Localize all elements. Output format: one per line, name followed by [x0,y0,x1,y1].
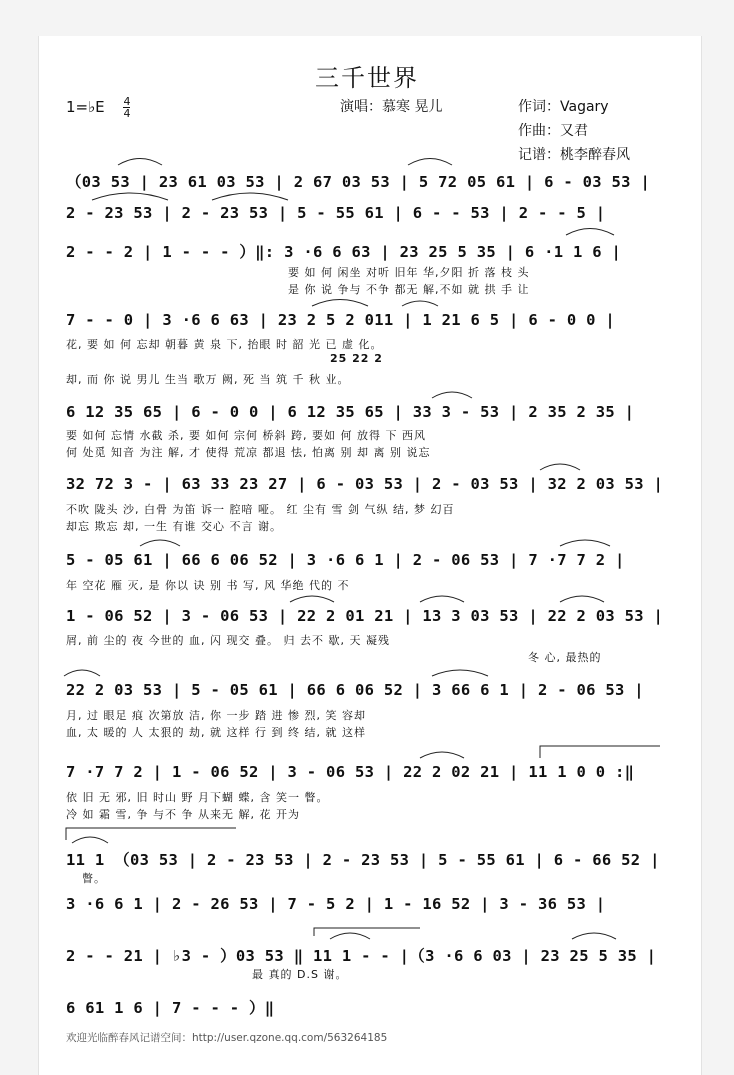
slur-mark [64,670,100,676]
notation-line-10: 7 ·7 7 2 | 1 - 06 52 | 3 - 06 53 | 22 2 02 21 | 11 1 0 0 :‖ [66,763,635,781]
lyric-line-4-alt-notes: 25 22 2 [330,352,383,365]
time-signature-bottom: 4 [123,107,131,120]
lyric-line-4a: 花, 要 如 何 忘却 朝暮 黄 泉 下, 抬眼 时 韶 光 已 虚 化。 [66,338,383,351]
footer-credit: 欢迎光临醉春风记谱空间：http://user.qzone.qq.com/563264185 [66,1032,388,1044]
transcriber-credit: 记谱：桃李醉春风 [518,147,630,163]
notation-line-13: 2 - - 21 | ♭3 - ）03 53 ‖ 11 1 - - |（3 ·6 6 03 | 23 25 5 35 | [66,947,657,965]
notation-line-6: 32 72 3 - | 63 33 23 27 | 6 - 03 53 | 2 - 03 53 | 32 2 03 53 | [66,475,664,493]
key-label: 1=♭E [66,98,105,116]
lyric-line-3b: 是 你 说 争与 不争 都无 解,不如 就 拱 手 让 [288,283,530,296]
slur-mark [560,596,604,602]
slur-mark [92,193,168,200]
slur-mark [560,540,610,546]
score-title: 三千世界 [315,64,419,92]
notation-line-14: 6 61 1 6 | 7 - - - ）‖ [66,999,275,1017]
lyricist-credit: 作词：Vagary [518,99,609,115]
slur-mark [118,159,162,166]
lyric-line-3a: 要 如 何 闲坐 对听 旧年 华,夕阳 折 落 枝 头 [288,266,530,279]
lyric-line-8a: 屑, 前 尘的 夜 今世的 血, 闪 现交 叠。 归 去不 歇, 天 凝残 [66,634,390,647]
slur-mark [290,596,334,602]
slur-mark [420,752,464,758]
volta-bracket [540,746,660,758]
slur-mark [408,159,452,166]
slur-mark [420,596,464,602]
lyric-line-5b: 何 处觅 知音 为注 解, 才 使得 荒凉 都退 怯, 怕离 别 却 离 别 说忘 [66,446,431,459]
slur-mark [540,464,580,470]
singer-credit: 演唱：慕寒 晃儿 [340,99,443,115]
time-signature-top: 4 [123,95,131,108]
lyric-line-6a: 不吹 陇头 沙, 白骨 为笛 诉一 腔喑 哑。 红 尘有 雪 剑 气纵 结, 梦 幻百 [66,503,455,516]
lyric-line-10b: 冷 如 霜 雪, 争 与不 争 从来无 解, 花 开为 [66,808,300,821]
lyric-line-13a: 最 真的 D.S 谢。 [252,968,348,981]
lyric-line-11a: 瞥。 [82,872,106,885]
notation-line-12: 3 ·6 6 1 | 2 - 26 53 | 7 - 5 2 | 1 - 16 52 | 3 - 36 53 | [66,895,606,913]
volta-bracket [314,928,420,936]
slur-mark [312,300,368,307]
lyric-line-9b: 血, 太 暖的 人 太狠的 劫, 就 这样 行 到 终 结, 就 这样 [66,726,366,739]
lyric-line-5a: 要 如何 忘情 水截 杀, 要 如何 宗何 桥斜 跨, 要如 何 放得 下 西风 [66,429,426,442]
slur-mark [432,670,488,676]
slur-mark [402,301,438,306]
volta-bracket [66,828,236,840]
slur-mark [572,933,616,939]
composer-credit: 作曲：又君 [518,123,588,139]
slur-mark [140,540,180,546]
slur-mark [212,193,288,200]
lyric-line-6b: 却忘 欺忘 却, 一生 有谁 交心 不言 谢。 [66,520,282,533]
notation-line-8: 1 - 06 52 | 3 - 06 53 | 22 2 01 21 | 13 3 03 53 | 22 2 03 53 | [66,607,664,625]
notation-line-11: 11 1 （03 53 | 2 - 23 53 | 2 - 23 53 | 5 - 55 61 | 6 - 66 52 | [66,851,660,869]
notation-line-7: 5 - 05 61 | 66 6 06 52 | 3 ·6 6 1 | 2 - 06 53 | 7 ·7 7 2 | [66,551,625,569]
slur-mark [566,229,614,236]
notation-line-9: 22 2 03 53 | 5 - 05 61 | 66 6 06 52 | 3 66 6 1 | 2 - 06 53 | [66,681,644,699]
lyric-line-10a: 依 旧 无 邪, 旧 时山 野 月下蝴 蝶, 含 笑一 瞥。 [66,791,329,804]
slur-mark [72,837,108,843]
lyric-line-4b: 却, 而 你 说 男儿 生当 歌万 阙, 死 当 筑 千 秋 业。 [66,373,350,386]
lyric-line-8b: 冬 心, 最热的 [528,651,602,664]
notation-line-2: 2 - 23 53 | 2 - 23 53 | 5 - 55 61 | 6 - - 53 | 2 - - 5 | [66,204,606,222]
notation-line-3: 2 - - 2 | 1 - - - ）‖: 3 ·6 6 63 | 23 25 5 35 | 6 ·1 1 6 | [66,243,622,261]
notation-line-4: 7 - - 0 | 3 ·6 6 63 | 23 2 5 2 011 | 1 21 6 5 | 6 - 0 0 | [66,311,616,329]
notation-line-5: 6 12 35 65 | 6 - 0 0 | 6 12 35 65 | 33 3 - 53 | 2 35 2 35 | [66,403,635,421]
slur-mark [330,933,370,939]
lyric-line-7a: 年 空花 雁 灭, 是 你以 诀 别 书 写, 风 华绝 代的 不 [66,579,350,592]
notation-line-1: （03 53 | 23 61 03 53 | 2 67 03 53 | 5 72 05 61 | 6 - 03 53 | [66,173,651,191]
slur-mark [432,392,472,398]
lyric-line-9a: 月, 过 眼足 痕 次第放 洁, 你 一步 踏 进 惨 烈, 笑 容却 [66,709,366,722]
